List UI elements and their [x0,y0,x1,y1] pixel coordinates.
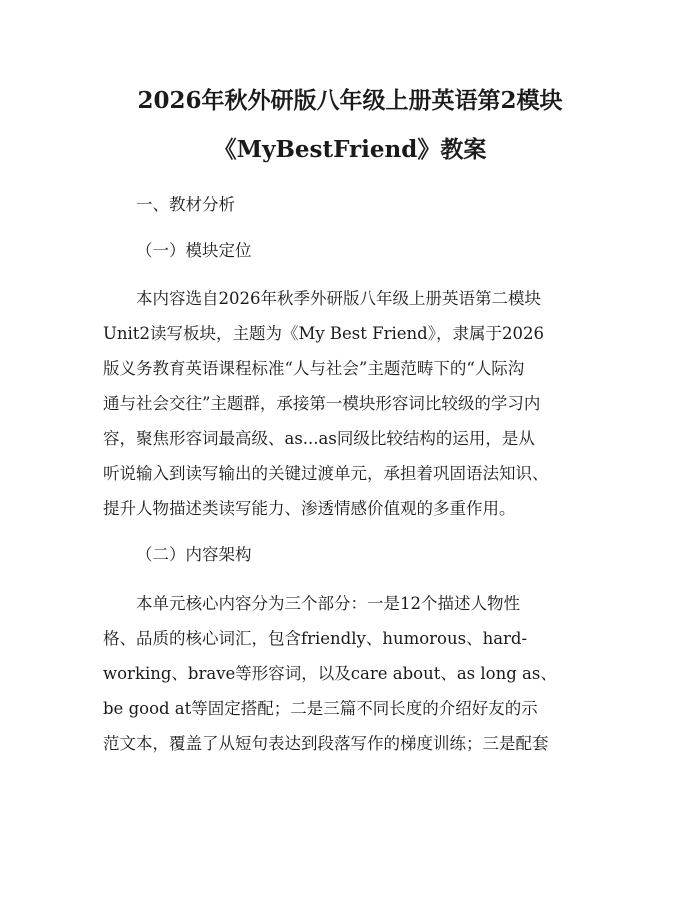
paragraph-1-line-1: 本内容选自2026年秋季外研版八年级上册英语第二模块 [136,289,541,308]
paragraph-1-line-3: 版义务教育英语课程标准“人与社会”主题范畴下的“人际沟 [103,359,525,378]
paragraph-2-line-4: be good at等固定搭配；二是三篇不同长度的介绍好友的示 [103,699,538,718]
paragraph-1-line-7: 提升人物描述类读写能力、渗透情感价值观的多重作用。 [103,499,516,518]
paragraph-1-line-2: Unit2读写板块，主题为《My Best Friend》，隶属于2026 [103,324,544,343]
paragraph-2-line-1: 本单元核心内容分为三个部分：一是12个描述人物性 [136,594,520,613]
document-title-line-2: 《MyBestFriend》教案 [213,136,487,163]
paragraph-1-line-5: 容，聚焦形容词最高级、as...as同级比较结构的运用，是从 [103,429,535,448]
section-heading-textbook-analysis: 一、教材分析 [136,195,235,214]
subsection-heading-module-position: （一）模块定位 [136,241,252,260]
subsection-heading-content-structure: （二）内容架构 [136,545,252,564]
paragraph-2-line-5: 范文本，覆盖了从短句表达到段落写作的梯度训练；三是配套 [103,734,549,753]
paragraph-1-line-6: 听说输入到读写输出的关键过渡单元，承担着巩固语法知识、 [103,464,549,483]
paragraph-2-line-2: 格、品质的核心词汇，包含friendly、humorous、hard- [103,629,528,648]
paragraph-1-line-4: 通与社会交往”主题群，承接第一模块形容词比较级的学习内 [103,394,541,413]
document-title-line-1: 2026年秋外研版八年级上册英语第2模块 [137,87,563,114]
paragraph-2-line-3: working、brave等形容词，以及care about、as long as、 [103,664,557,683]
